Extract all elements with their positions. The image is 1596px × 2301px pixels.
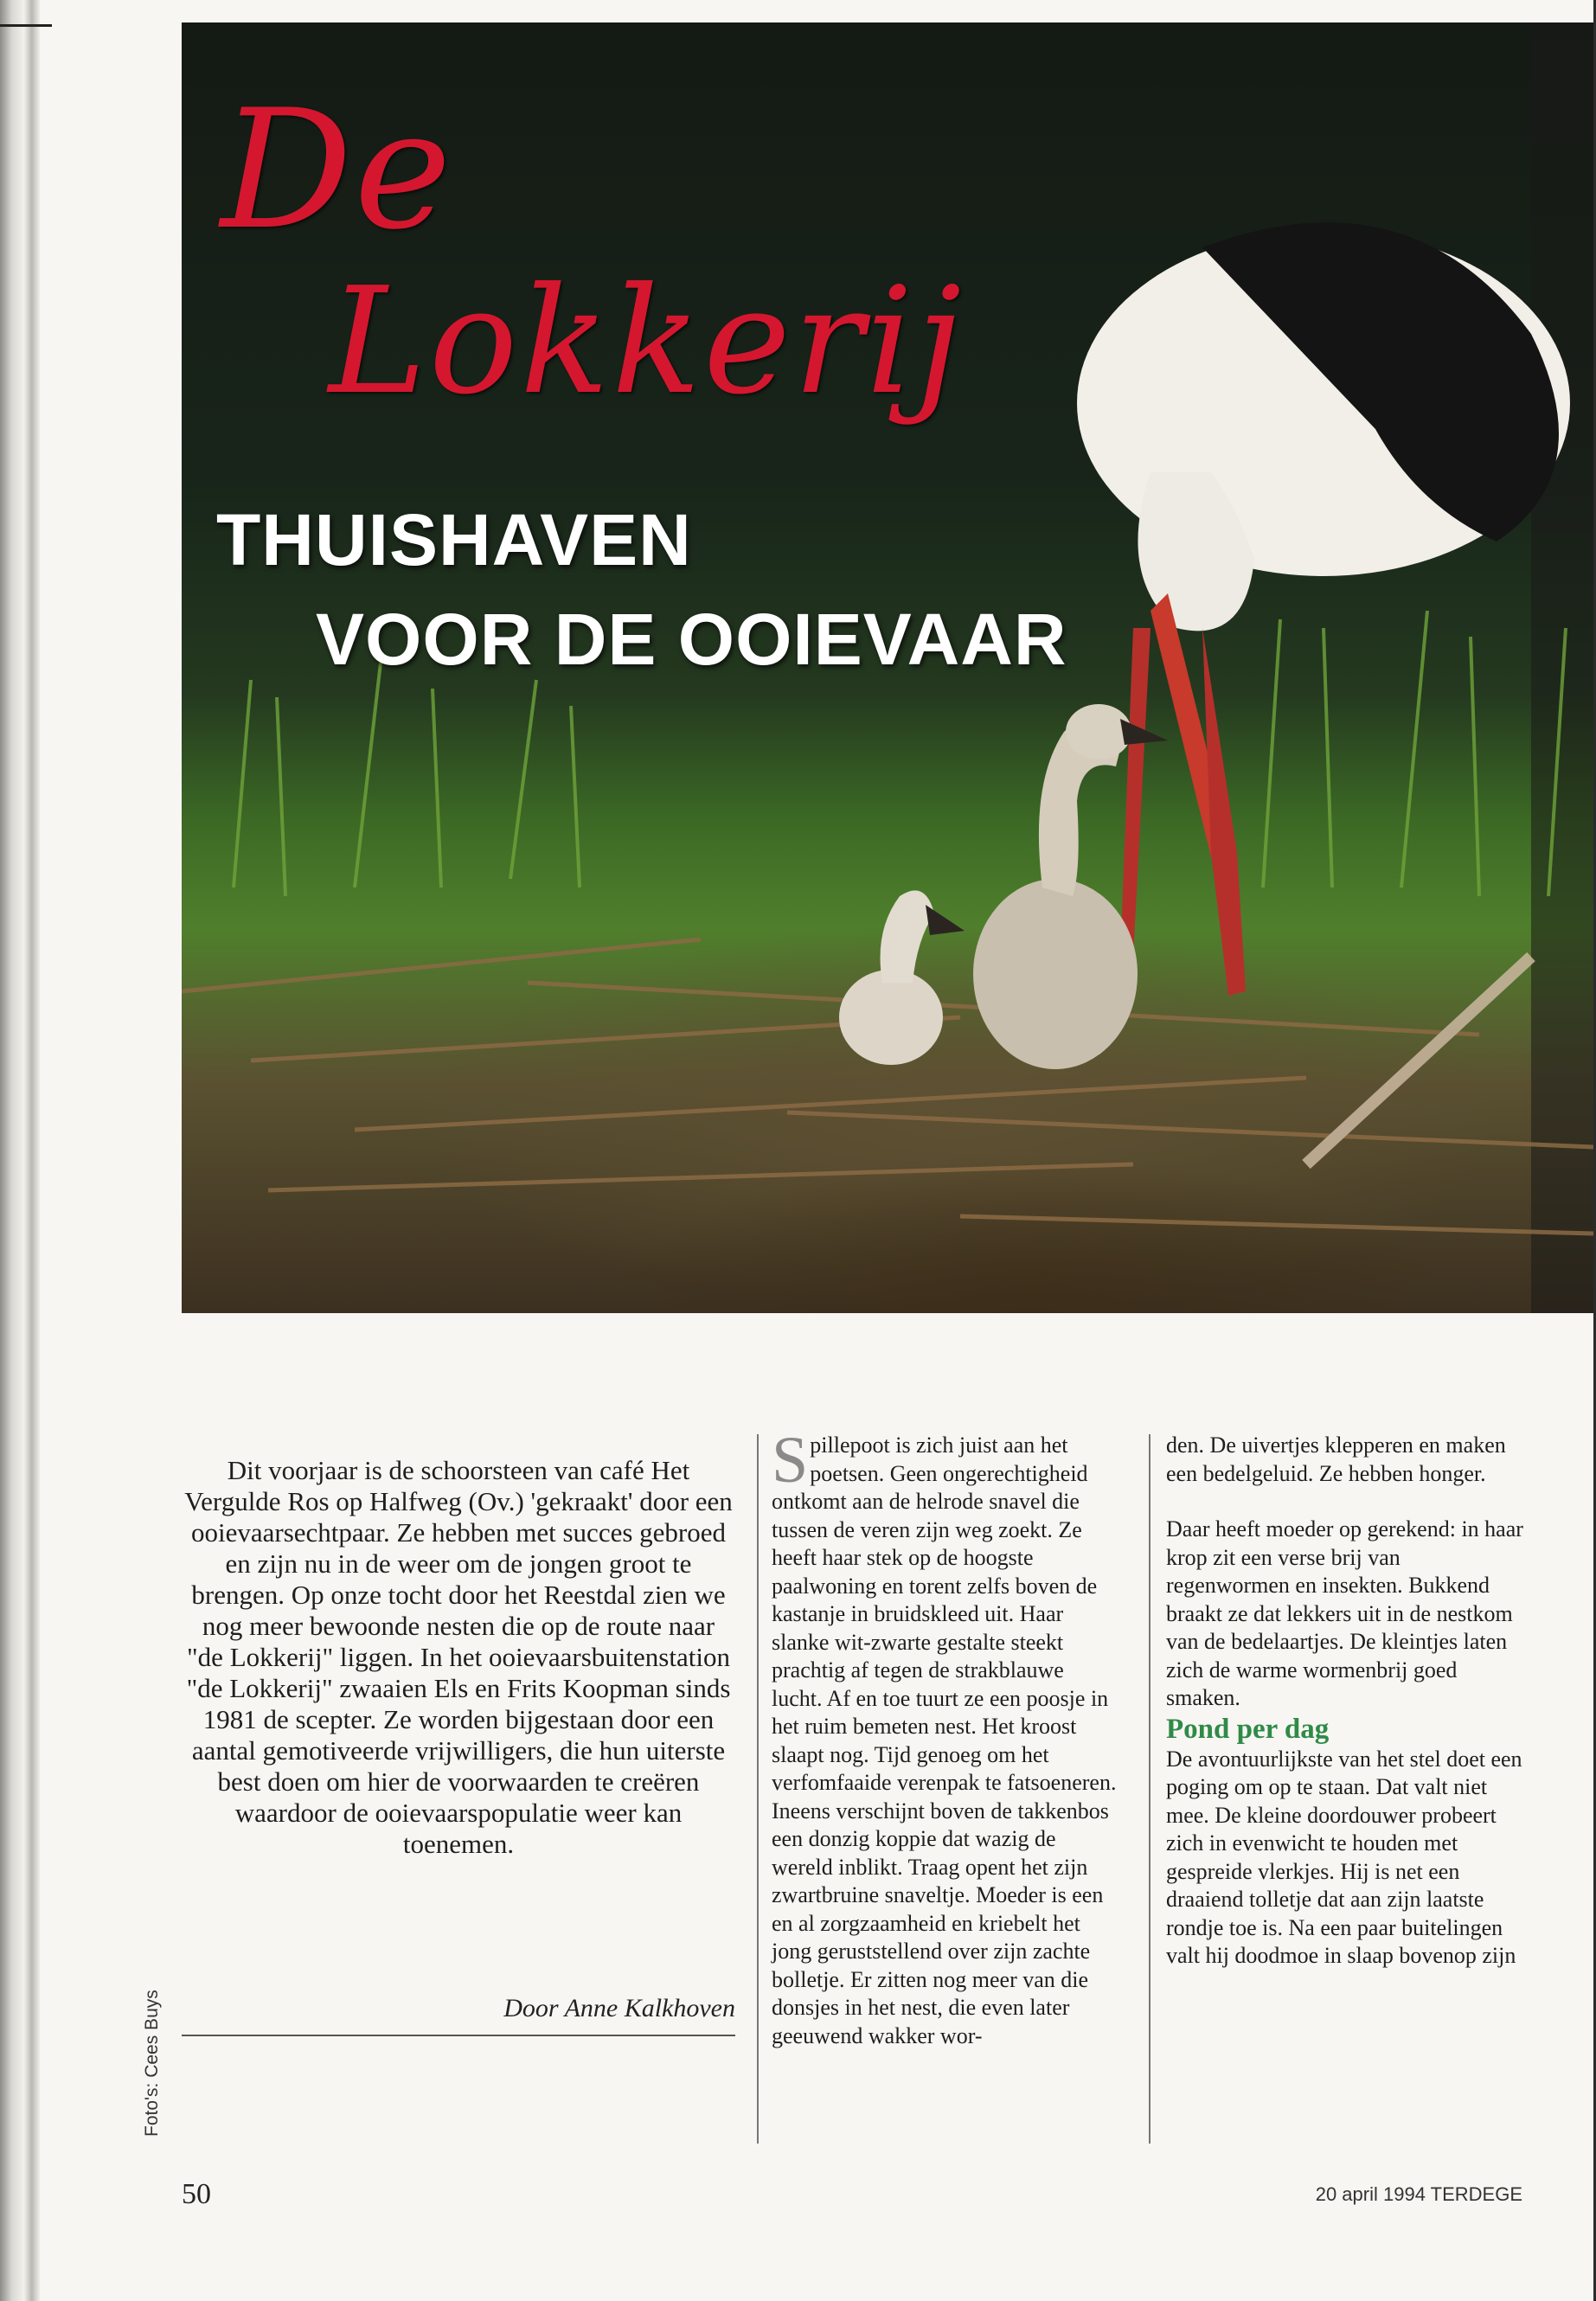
photo-credit: Foto's: Cees Buys [142, 1990, 162, 2137]
issue-line: 20 april 1994 TERDEGE [1315, 2183, 1522, 2205]
column-2-para-1: den. De uivertjes klepperen en maken een bedelgeluid. Ze hebben honger. [1166, 1433, 1506, 1486]
title-script-line-2: Lokkerij [329, 256, 965, 427]
intro-paragraph: Dit voorjaar is de schoorsteen van café Het Vergulde Ros op Halfweg (Ov.) 'gekraakt' door een ooievaarsechtpaar. Ze hebben met succes gebroed en zijn nu in de weer om de jongen groot te brengen. Op onze tocht door het Reestdal zien we nog meer bewoonde nesten die op de route naar "de Lokkerij" liggen. In het ooievaarsbuitenstation "de Lokkerij" zwaaien Els en Frits Koopman sinds 1981 de scepter. Ze worden bijgestaan door een aantal gemotiveerde vrijwilligers, die hun uiterste best doen om hier de voorwaarden te creëren waardoor de ooievaarspopulatie weer kan toenemen. [184, 1455, 733, 1859]
paragraph-gap [1166, 1488, 1525, 1516]
column-rule-2 [1149, 1434, 1151, 2144]
headline-line-2: VOOR DE OOIEVAAR [316, 599, 1067, 680]
adult-stork [1077, 222, 1570, 996]
column-1-text [772, 1424, 1118, 2050]
column-2-para-3: De avontuurlijkste van het stel doet een poging om op te staan. Dat valt niet mee. De kleine doordouwer probeert zich in evenwicht te houden met gespreide vlerkjes. Hij is net een draaiend tolletje dat aan zijn laatste rondje toe is. Na een paar buitelingen valt hij doodmoe in slaap bovenop zijn [1166, 1746, 1522, 1968]
column-2-para-2: Daar heeft moeder op gerekend: in haar krop zit een verse brij van regenwormen en insekten. Bukkend braakt ze dat lekkers uit in de nestkom van de bedelaartjes. De kleintjes laten zich de warme wormenbrij goed smaken. [1166, 1516, 1523, 1710]
byline-rule [182, 2035, 735, 2036]
stork-chicks [839, 704, 1168, 1069]
hero-photo [182, 22, 1593, 1313]
column-rule-1 [757, 1434, 759, 2144]
byline: Door Anne Kalkhoven [503, 1994, 735, 2022]
drop-cap: S [772, 1424, 809, 1497]
headline-line-1: THUISHAVEN [216, 499, 692, 580]
article-column-1 [772, 1424, 1118, 2050]
binding-rule [0, 24, 52, 27]
subheading: Pond per dag [1166, 1713, 1330, 1745]
page-number: 50 [182, 2178, 211, 2210]
article-column-2 [1166, 1432, 1525, 1971]
title-script-line-1: De [221, 74, 453, 266]
binding-edge [0, 0, 40, 2301]
column-1-body: pillepoot is zich juist aan het poetsen. Geen ongerechtigheid ontkomt aan de helrode snavel die tussen de veren zijn weg zoekt. Ze heeft haar stek op de hoogste paalwoning en torent zelfs boven de kastanje in bruidskleed uit. Haar slanke wit-zwarte gestalte steekt prachtig af tegen de strakblauwe lucht. Af en toe tuurt ze een poosje in het ruim bemeten nest. Het kroost slaapt nog. Tijd genoeg om het verfomfaaide verenpak te fatsoeneren. Ineens verschijnt boven de takkenbos een donzig koppie dat wazig de wereld inblikt. Traag opent het zijn zwartbruine snaveltje. Moeder is een en al zorgzaamheid en kriebelt het jong geruststellend over zijn zachte bolletje. Er zitten nog meer van die donsjes in het nest, die even later geeuwend wakker wor- [772, 1433, 1117, 2048]
